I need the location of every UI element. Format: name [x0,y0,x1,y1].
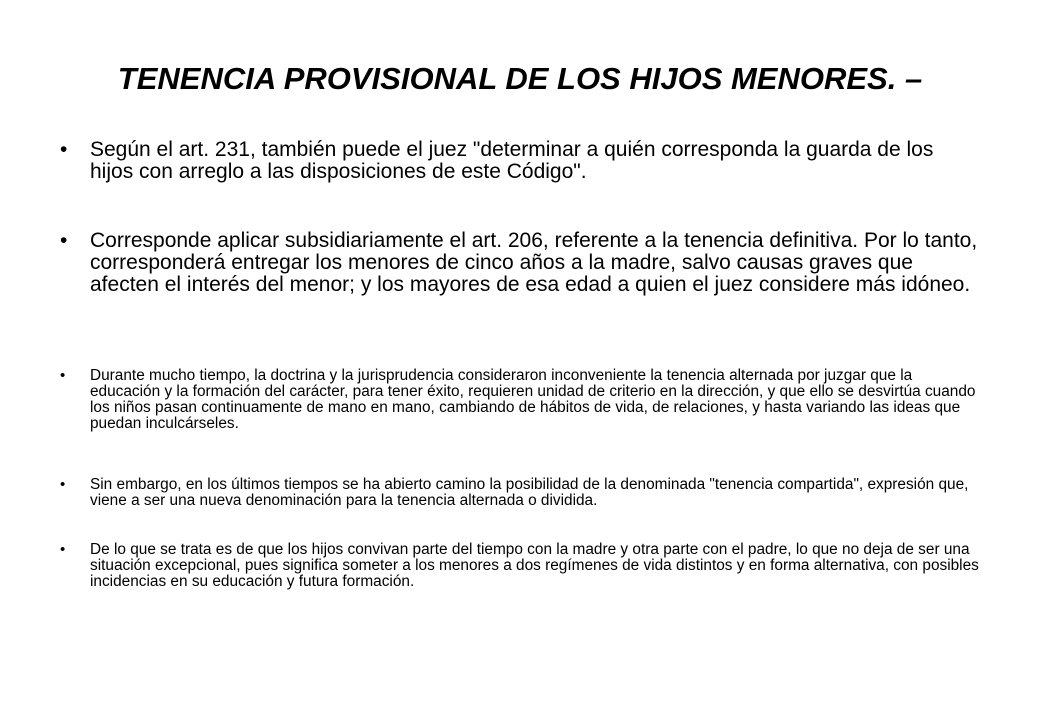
bullet-icon: • [60,138,68,161]
bullet-text: Corresponde aplicar subsidiariamente el art. 206, referente a la tenencia definitiva. Por lo tanto, corresponderá entregar los menores de cinco años a la madre, salvo causas graves que afecten el interés del menor; y los mayores de esa edad a quien el juez considere más idóneo. [90,229,978,296]
bullet-text: Según el art. 231, también puede el juez "determinar a quién corresponda la guarda de los hijos con arreglo a las disposiciones de este Código". [90,138,934,183]
bullet-item [60,542,980,590]
bullet-icon: • [60,541,66,558]
bullet-item [60,139,980,183]
bullet-text: De lo que se trata es de que los hijos convivan parte del tiempo con la madre y otra parte con el padre, lo que no deja de ser una situación excepcional, pues significa someter a los menores a dos regímenes de vida distintos y en forma alternativa, con posibles incidencias en su educación y futura formación. [90,541,979,590]
bullet-item [60,368,980,432]
bullet-text: Durante mucho tiempo, la doctrina y la jurisprudencia consideraron inconveniente la tenencia alternada por juzgar que la educación y la formación del carácter, para tener éxito, requieren unidad de criterio en la dirección, y que ello se desvirtúa cuando los niños pasan continuamente de mano en mano, cambiando de hábitos de vida, de relaciones, y hasta variando las ideas que puedan inculcárseles. [90,367,976,432]
bullet-item [60,230,980,296]
bullet-item [60,477,980,509]
bullet-icon: • [60,367,66,384]
bullet-text: Sin embargo, en los últimos tiempos se ha abierto camino la posibilidad de la denominada "tenencia compartida", expresión que, viene a ser una nueva denominación para la tenencia alternada o dividida. [90,476,969,509]
slide-title: TENENCIA PROVISIONAL DE LOS HIJOS MENORES. – [117,60,923,96]
bullet-icon: • [60,476,66,493]
bullet-icon: • [60,229,68,252]
